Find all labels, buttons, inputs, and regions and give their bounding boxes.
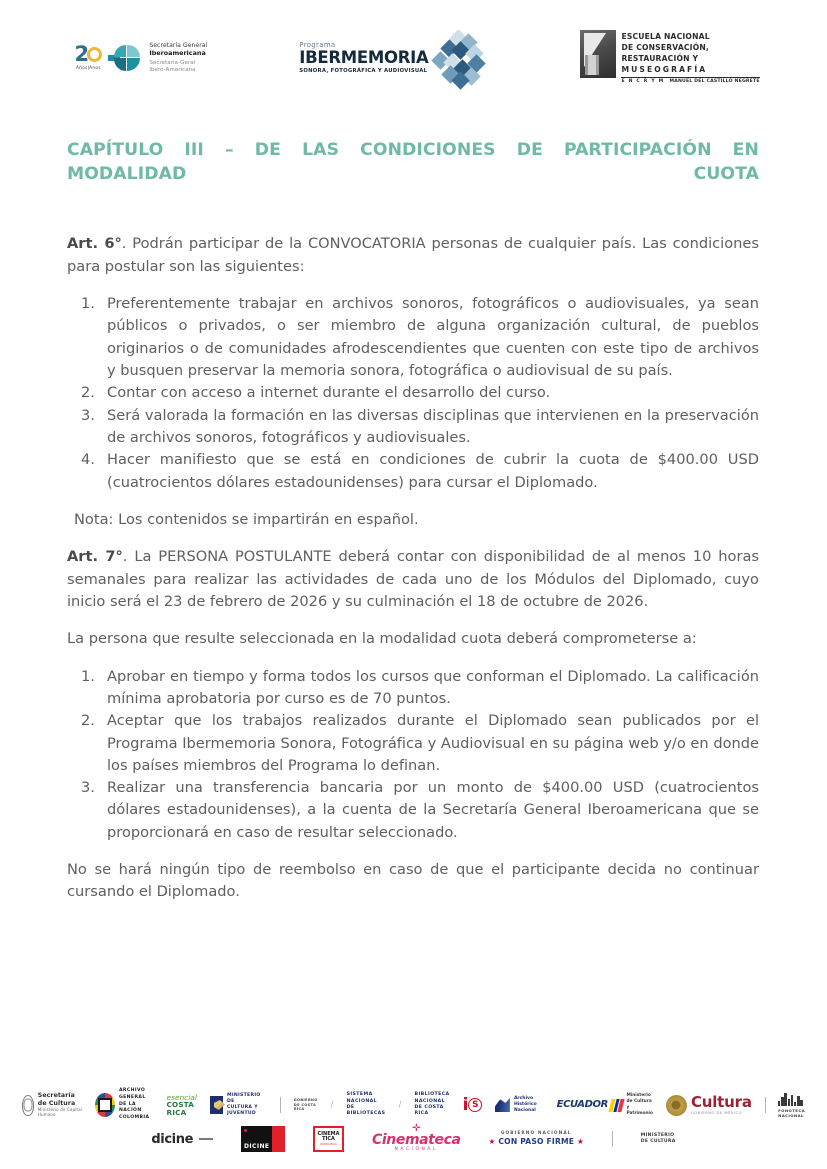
- segib-line-3: Secretaria-Geral: [149, 60, 196, 67]
- segib-quadrant-2: [127, 45, 140, 57]
- secretaria-cultura-title: Secretaría de Cultura: [37, 1092, 76, 1107]
- ibermemoria-logo: [299, 30, 488, 86]
- list-item: Realizar una transferencia bancaria por un monto de $400.00 USD (cuatrocientos dólares estadounidenses), a la cuenta de la Secretaría General Iberoamericana que se proporcionará en caso de resultar seleccionado.: [107, 779, 759, 841]
- encrym-wordmark: [621, 30, 759, 86]
- list-item: Contar con acceso a internet durante el desarrollo del curso.: [107, 384, 551, 402]
- segib-ring-icon: [87, 47, 102, 62]
- segib-line-4: Ibero-Americana: [149, 67, 196, 74]
- costa-word: COSTA: [166, 1100, 195, 1110]
- ministerio-cultura-juventud-logo: [210, 1093, 268, 1118]
- snb-line-1: SISTEMA NACIONAL: [346, 1092, 378, 1104]
- cinema-line-1: CINEMA: [317, 1130, 340, 1137]
- dicine-red-bar: [272, 1126, 285, 1152]
- cpf-main-text: CON PASO FIRME: [498, 1137, 575, 1147]
- ecuador-emblem-icon: [557, 1099, 623, 1112]
- encrym-line-4: MUSEOGRAFÍA: [621, 64, 708, 74]
- archivo-nacional-emblem-icon: [495, 1098, 510, 1112]
- article-6-paragraph: [67, 233, 759, 278]
- mcj-emblem-icon: [210, 1096, 223, 1114]
- ecuador-logo: [557, 1093, 653, 1116]
- dicine-tail-icon: [199, 1138, 213, 1140]
- fonoteca-bars-icon: [778, 1093, 805, 1106]
- gcr-line-1: GOBIERNO: [293, 1097, 318, 1102]
- footer-row-secondary: [22, 1123, 805, 1155]
- footer-slash-2: /: [398, 1100, 402, 1110]
- gcr-line-2: DE COSTA RICA: [293, 1102, 317, 1112]
- argentina-seal-icon: [22, 1095, 34, 1116]
- dicine-box-label: DICINE: [244, 1143, 270, 1150]
- mcj-line-2: CULTURA Y JUVENTUD: [226, 1105, 258, 1117]
- is-letter-s: S: [468, 1098, 482, 1112]
- segib-line-2: Iberoamericana: [149, 49, 206, 58]
- ecuador-line-1: Ministerio de Cultura: [626, 1093, 652, 1105]
- cinema-line-2: TICA: [322, 1136, 335, 1143]
- agn-line-3: DE LA NACIÓN: [118, 1101, 142, 1114]
- ministerio-cultura-py-logo: [641, 1133, 676, 1145]
- segib-anios-label: Años|Anos: [75, 66, 101, 72]
- segib-quadrant-1: [114, 45, 126, 57]
- commitment-list: [67, 666, 759, 845]
- snb-line-2: DE BIBLIOTECAS: [346, 1105, 386, 1117]
- dicine-box-icon: [241, 1126, 285, 1152]
- cinema-line-3: COSTA RICA: [320, 1141, 337, 1146]
- mincul-line-2: DE CULTURA: [640, 1139, 676, 1144]
- footer-slash-1: /: [330, 1100, 334, 1110]
- dicine-box-logo: [241, 1126, 285, 1152]
- encrym-line-1: ESCUELA NACIONAL: [621, 32, 710, 42]
- segib-wordmark: [149, 42, 207, 75]
- list-item: Preferentemente trabajar en archivos sonoros, fotográficos o audiovisuales, ya sean públicos o privados, o ser miembro de alguna organización cultural, de pueblos originarios o de comunidades afrodescendientes que cuenten con este tipo de archivos y busquen preservar la memoria sonora, fotográfica o audiovisual de su país.: [107, 294, 759, 379]
- encrym-footer-strip: [621, 77, 759, 86]
- segib-quadrant-4: [127, 58, 140, 71]
- ecuador-word: ECUADOR: [556, 1099, 608, 1110]
- mincul-line-1: MINISTERIO: [640, 1132, 675, 1138]
- archivo-general-emblem-icon: [95, 1093, 115, 1117]
- sistema-nacional-bibliotecas-logo: [347, 1092, 386, 1117]
- is-emblem-icon: [462, 1094, 482, 1115]
- encrym-person-name: MANUEL DEL CASTILLO NEGRETE: [669, 79, 760, 85]
- dicine-dot-icon: [244, 1129, 247, 1132]
- list-item: Hacer manifiesto que se está en condiciones de cubrir la cuota de $400.00 USD (cuatrocientos dólares estadounidenses) para cursar el Diplomado.: [107, 451, 759, 491]
- list-item: Será valorada la formación en las diversas disciplinas que intervienen en la preservación de archivos sonoros, fotográficos y audiovisuales.: [107, 406, 759, 446]
- esencial-costa-rica-logo: [167, 1094, 197, 1117]
- cpf-main-label: [489, 1137, 584, 1146]
- dicine-word: dicine: [151, 1131, 194, 1147]
- cpf-star-right-icon: ★: [576, 1137, 584, 1147]
- segib-20-years-icon: [67, 40, 109, 76]
- encrym-line-2: DE CONSERVACIÓN,: [621, 42, 710, 52]
- footer-logo-bar: [0, 1089, 827, 1155]
- esencial-word: esencial: [166, 1092, 197, 1102]
- cultura-mexico-logo: [666, 1092, 752, 1116]
- cpf-top-label: GOBIERNO NACIONAL: [500, 1131, 572, 1137]
- cpf-star-left-icon: ★: [488, 1137, 496, 1147]
- segib-quadrant-3: [114, 58, 126, 71]
- encrym-column-icon: [580, 30, 616, 78]
- agn-line-2: GENERAL: [118, 1095, 146, 1101]
- article-6-text: . Podrán participar de la CONVOCATORIA personas de cualquier país. Las condiciones para postular son las siguientes:: [67, 235, 759, 275]
- agn-line-1: ARCHIVO: [118, 1088, 146, 1094]
- page-title: CAPÍTULO III – DE LAS CONDICIONES DE PARTICIPACIÓN EN MODALIDAD CUOTA: [67, 140, 759, 185]
- bncr-line-2: DE COSTA RICA: [414, 1105, 444, 1117]
- closing-paragraph: No se hará ningún tipo de reembolso en caso de que el participante decida no continuar cursando el Diplomado.: [67, 861, 759, 901]
- fonoteca-label: FONOTECA NACIONAL: [778, 1107, 805, 1118]
- secretaria-cultura-logo: [22, 1092, 82, 1117]
- mexico-seal-icon: [666, 1095, 687, 1116]
- commitment-intro-paragraph: La persona que resulte seleccionada en la modalidad cuota deberá comprometerse a:: [67, 630, 697, 648]
- segib-logo: [67, 40, 207, 76]
- agn-line-4: COLOMBIA: [118, 1114, 150, 1120]
- ibermemoria-programa-label: Programa: [299, 41, 336, 50]
- ecuador-flag-icon: [608, 1099, 624, 1112]
- ibermemoria-wordmark: [299, 42, 428, 74]
- article-7-text: . La PERSONA POSTULANTE deberá contar con disponibilidad de al menos 10 horas semanales para realizar las actividades de cada uno de los Módulos del Diplomado, cuyo inicio será el 23 de febrero de 2026 y su culminación el 18 de octubre de 2026.: [67, 548, 759, 610]
- archivo-nacional-logo: [495, 1096, 544, 1114]
- archivo-general-nacion-logo: [95, 1088, 153, 1121]
- is-logo: [462, 1094, 482, 1115]
- encrym-logo: [580, 30, 759, 86]
- cinemateca-cross-icon: ✛: [412, 1122, 421, 1134]
- article-7-paragraph: [67, 546, 759, 613]
- footer-divider-3: [612, 1131, 613, 1147]
- ibermemoria-name: IBERMEMORIA: [299, 48, 429, 68]
- con-paso-firme-logo: [489, 1131, 584, 1146]
- article-6-label: Art. 6°: [67, 235, 122, 253]
- cinema-tica-box-icon: [313, 1126, 344, 1152]
- cinemateca-word: Cinemateca: [372, 1131, 461, 1148]
- ecuador-line-2: y Patrimonio: [626, 1105, 653, 1116]
- article-7-label: Art. 7°: [67, 548, 123, 566]
- an-line-1: Archivo Histórico: [513, 1095, 537, 1107]
- dicine-word-logo: [151, 1133, 213, 1146]
- segib-line-1: Secretaría General: [149, 41, 208, 49]
- segib-pinwheel-icon: [114, 45, 140, 71]
- cinema-tica-logo: [313, 1126, 344, 1152]
- bncr-line-1: BIBLIOTECA NACIONAL: [414, 1092, 450, 1104]
- segib-digit-2: 2: [74, 42, 89, 67]
- an-line-2: Nacional: [513, 1108, 536, 1114]
- list-item: Aceptar que los trabajos realizados durante el Diplomado sean publicados por el Programa Ibermemoria Sonora, Fotográfica y Audiovisual en su página web y/o en donde los países miembros del Programa lo definan.: [107, 712, 759, 774]
- secretaria-cultura-subtitle: Ministerio de Capital Humano: [37, 1107, 82, 1118]
- cultura-subtitle: GOBIERNO DE MÉXICO: [690, 1111, 742, 1116]
- header-logo-bar: [0, 22, 827, 94]
- is-letter-i: i: [462, 1094, 468, 1115]
- encrym-line-3: RESTAURACIÓN Y: [621, 53, 699, 63]
- rica-word: RICA: [166, 1107, 187, 1117]
- biblioteca-nacional-cr-logo: [415, 1092, 450, 1117]
- article-6-conditions-list: [67, 293, 759, 494]
- document-content: [67, 138, 759, 919]
- gobierno-costa-rica-logo: [294, 1098, 318, 1112]
- mcj-line-1: MINISTERIO DE: [226, 1092, 261, 1104]
- encrym-acronym: E N C R Y M: [621, 79, 665, 85]
- cinemateca-nacional-logo: [372, 1122, 461, 1153]
- list-item: Aprobar en tiempo y forma todos los cursos que conforman el Diplomado. La calificación mínima aprobatoria por curso es de 70 puntos.: [107, 667, 759, 707]
- fonoteca-nacional-logo: [778, 1093, 805, 1118]
- ibermemoria-subtitle: SONORA, FOTOGRÁFICA Y AUDIOVISUAL: [299, 67, 428, 74]
- footer-row-primary: [22, 1089, 805, 1121]
- cultura-word: Cultura: [690, 1092, 752, 1111]
- cinemateca-subtitle: NACIONAL: [394, 1146, 439, 1152]
- segib-20-number: [75, 44, 103, 65]
- language-note: Nota: Los contenidos se impartirán en español.: [74, 510, 419, 528]
- ibermemoria-diamond-icon: [432, 30, 488, 86]
